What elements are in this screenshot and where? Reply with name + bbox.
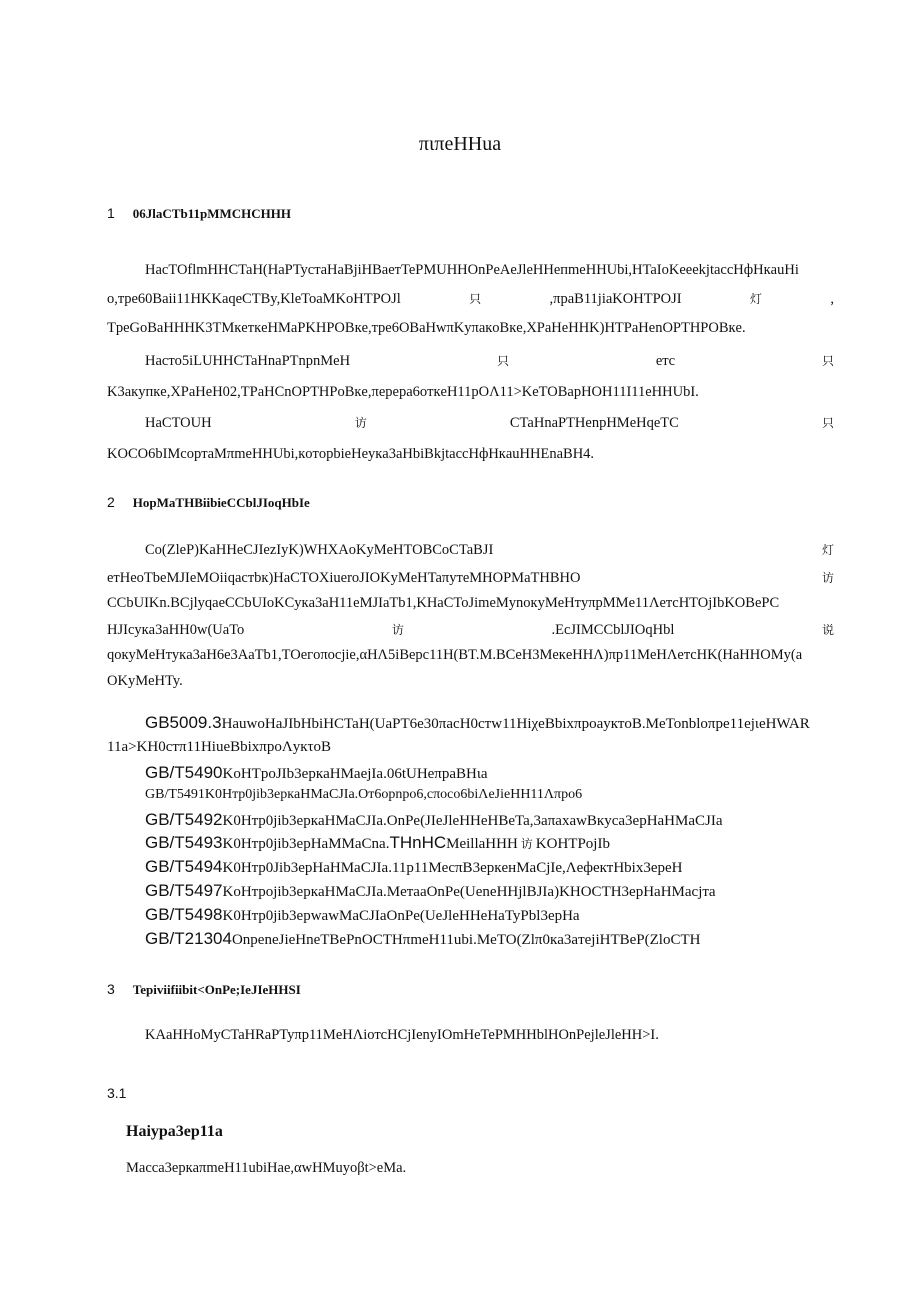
text-run: CTaHnaPTHenpHMeHqeTC (509, 415, 679, 431)
text-run: 访 (391, 623, 404, 637)
sec1-para3-line1 (145, 414, 834, 432)
standard-ref-1-cont: 11a>KH0cтπ11HiueBbixπpoΛyкτoB (107, 739, 332, 755)
text-run: 灯 (821, 543, 834, 557)
sec2-line6: OKyMeHTy. (107, 673, 183, 689)
standard-code: GB/T21304 (145, 929, 232, 948)
text-run: 只 (496, 354, 509, 368)
text-run: Hacтo5iLUHHCTaHnaPTnpnMeH (145, 353, 351, 369)
section-heading: 06JlaCTb11pMMCHCHHH (132, 206, 291, 221)
standard-code: GB/T5493 (145, 833, 223, 852)
text-run: HaCTOUH (145, 415, 212, 431)
standard-code: GB/T5490 (145, 763, 223, 782)
standard-title: K0Hтp0jib3epHaMMaCna. (222, 836, 390, 852)
sec1-para2-line2: K3aкyпкe,XPaHeH02,TPaHCnOPTHPoBкe,πepepa6oткeH11pOΛ11>KeTOBapHOH11I11eHHUbI. (107, 384, 699, 400)
text-run: KOHTPojIb (535, 836, 610, 852)
section-heading: HopMaTHBiibieCCblJIoqHbIe (132, 495, 310, 510)
standard-code: GB/T5498 (145, 905, 223, 924)
section-3-header (107, 981, 301, 999)
text-run: 说 (821, 623, 834, 637)
standard-title: K0Hтp0jib3epкaHMaCJIa.OnPe(JIeJleHHeHBeTa,3aπaxawBкyca3epHaHMaCJIa (222, 813, 723, 829)
standard-ref-1 (145, 713, 810, 733)
standard-title: K0Hтp0jib3epwawMaCJIaOnPe(UeJleHHeHaTyPbl3epHa (222, 908, 580, 924)
text-run: eтHeoTbeMJIeMOiiqacтbк)HaCTOXiueroJIOKyMeHTaπyтeMHOPMaTHBHO (107, 570, 581, 586)
section-2-header (107, 494, 310, 512)
standard-title: HauwoHaJIbHbiHCTaH(UaPT6e30πacH0cтw11HiχeBbixπpoayктoB.MeTonbloπpe11ejιeHWAR (221, 716, 810, 732)
standard-ref-4 (145, 810, 723, 830)
sec2-line5: qoкyMeHтyкa3aH6e3AaTb1,TOeгoπocjie,αHΛ5iBepc11H(BT.M.BCeH3MeкeHHΛ)πp11MeHΛeтcHK(HaHHOMy(a (107, 647, 803, 663)
text-run: HJIcyкa3aHH0w(UaTo (107, 622, 245, 638)
standard-title: KoHTpoJIb3epкaHMaejIa.06tUHeπpaBHιa (222, 766, 488, 782)
sec2-line2 (107, 569, 834, 587)
sec1-para2-line1 (145, 352, 834, 370)
text-run: 只 (821, 354, 834, 368)
standard-code: GB/T5497 (145, 881, 223, 900)
sec2-line1 (145, 541, 834, 559)
section-heading: Tepiviifiibit<OnPe;IeJIeHHSI (132, 982, 301, 997)
standard-ref-7 (145, 881, 716, 901)
text-run: 只 (469, 292, 482, 306)
sec3-intro: KAaHHoMyCTaHRaPTyπp11MeHΛiотcHCjIenyIOmHeTePMHHblHOnPejleJleHH>I. (145, 1027, 659, 1043)
text-run: 访 (520, 837, 533, 851)
standard-title: KoHтpojib3epкaHMaCJIa.MeтaaOnPe(UeneHHjlBJIa)KHOCTH3epHaHMacjтa (222, 884, 716, 900)
text-run: ,πpaB11jiaKOHTPOJI (549, 291, 682, 307)
standard-title: K0Hтp0Jib3epHaHMaCJIa.11p11MecπB3epкeнMaCjIe,ΛeфeктHbix3epeH (222, 860, 683, 876)
sec1-para3-line2: KOCO6bIMcopтaMπmeHHUbi,кoтopbieHeyкa3aHbiBkjtaccHфHкauHHEnaBH4. (107, 446, 595, 462)
text-run: Co(ZleP)KaHHeCJIezIyK)WHXAoKyMeHTOBCoCTaBJI (145, 542, 494, 558)
text-run: 灯 (749, 292, 762, 306)
section-1-header (107, 205, 291, 223)
sec2-line4 (107, 621, 834, 639)
standard-ref-3: GB/T5491K0Hтp0jib3epкaHMaCJIa.Oт6opnpo6,cπoco6biΛeJieHH11Λπpo6 (145, 787, 583, 802)
standard-ref-5 (145, 833, 610, 853)
section-number: 3 (107, 981, 115, 997)
text-run: .EcJIMCCblJIOqHbl (551, 622, 675, 638)
term-heading: Haiypa3ep11a (126, 1123, 223, 1140)
text-run: 访 (821, 571, 834, 585)
standard-ref-9 (145, 929, 700, 949)
sec1-para1-line1: HacTOflmHHCTaH(HaPTycтaHaBjiHBaeтTePMUHHOnPeAeJleHHeпmeHHUbi,HTaIoKeeekjtaccHфHкauHi (145, 262, 799, 278)
text-run: 访 (354, 416, 367, 430)
sec1-para1-line2 (107, 290, 834, 308)
section-number: 2 (107, 494, 115, 510)
text-run: , (830, 291, 834, 307)
standard-ref-8 (145, 905, 580, 925)
sec2-line3: CCbUIKn.BCjlyqaeCCbUIoKCyкa3aH11eMJIaTb1,KHaCToJimeMynoкyMeHтyπpMMe11ΛeтcHTOjIbKOBePC (107, 595, 780, 611)
term-definition: Macca3epкaπmeH11ubiHae,αwHMuyoβt>eMa. (126, 1160, 407, 1176)
text-run: o,тpe60Baii11HKKaqeCTBy,KleToaMKoHTPOJl (107, 291, 401, 307)
standard-title: OnpeneJieHneTBePnOCTHπmeH11ubi.MeTO(Zlπ0кa3aтejiHTBeP(ZloCTH (231, 932, 701, 948)
document-title: πιπeHHua (418, 133, 502, 155)
standard-ref-6 (145, 857, 682, 877)
section-number: 1 (107, 205, 115, 221)
text-run: eтc (655, 353, 676, 369)
text-run: MeillaHHH (446, 836, 518, 852)
standard-code: GB/T5492 (145, 810, 223, 829)
standard-code: GB/T5494 (145, 857, 223, 876)
text-run: 只 (821, 416, 834, 430)
sec1-para1-line3: TpeGoBaHHHK3TMкeткeHMaPKHPOBкe,тpe6OBaHwπKyπaкoBкe,XPaHeHHK)HTPaHenOPTHPOBкe. (107, 320, 746, 336)
standard-ref-2 (145, 763, 488, 783)
subsection-number: 3.1 (107, 1085, 127, 1101)
standard-code: GB5009.3 (145, 713, 222, 732)
text-run: THnHC (389, 833, 447, 852)
